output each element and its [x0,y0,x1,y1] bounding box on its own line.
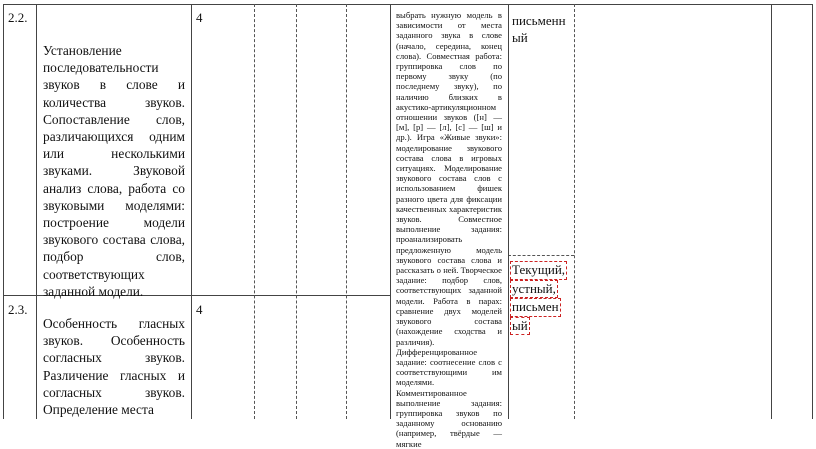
table-top-border [3,4,813,5]
col-divider-number [36,4,37,419]
col-divider-control [574,4,575,419]
control-mark: ый [510,317,530,336]
col-divider-resources [771,4,772,419]
row-divider-control [508,255,574,256]
activities-text: выбрать нужную модель в зависимости от места заданного звука в слове (начало, середина, конец слова). Совместная работа: группировка слов по первому звуку (по последнему звуку), по наличию близких в акустико-артикуляционном отношении звуков ([н] — [м], [р] — [л], [с] — [ш] и др.). Игра «Живые звуки»: моделирование звукового состава слова в игровых ситуациях. Моделирование звукового состава слов с использованием фишек разного цвета для фиксации качественных характеристик звуков. Совместное выполнение задания: проанализировать предложенную модель звукового состава слова и рассказать о ней. Творческое задание: подбор слов, соответствующих заданной модели. Работа в парах: сравнение двух моделей звукового состава (нахождение сходства и различия). Дифференцированное задание: соотнесение слов с соответствующими им моделями. Комментированное выполнение задания: группировка звуков по заданному основанию (например, твёрдые — мягкие [396,10,502,449]
control-mark: Текущий, [510,261,567,280]
col-divider-activities [508,4,509,419]
col-divider-a [296,4,297,419]
row-number: 2.3. [8,302,28,317]
control-mark: устный, [510,280,558,299]
row-hours: 4 [196,10,203,25]
row-theme: Особенность гласных звуков. Особенность согласных звуков. Различение гласных и согласных звуков. Определение места [43,316,185,418]
row-hours: 4 [196,302,203,317]
col-divider-theme [191,4,192,419]
col-divider-b [346,4,347,419]
control-form-marked [510,261,572,335]
control-mark: письмен [510,298,561,317]
row-number: 2.2. [8,10,28,25]
col-divider-c [390,4,391,419]
table-left-border [3,4,4,419]
col-divider-hours [254,4,255,419]
control-form-top: письменный [512,13,566,45]
row-theme: Установление последовательности звуков в слове и количества звуков. Сопоставление слов, различающихся одним или несколькими звуками. Звуковой анализ слова, работа со звуковыми моделями: построение модели звукового состава слова, подбор слов, соответствующих заданной модели. [43,43,185,299]
table-right-border [812,4,813,419]
